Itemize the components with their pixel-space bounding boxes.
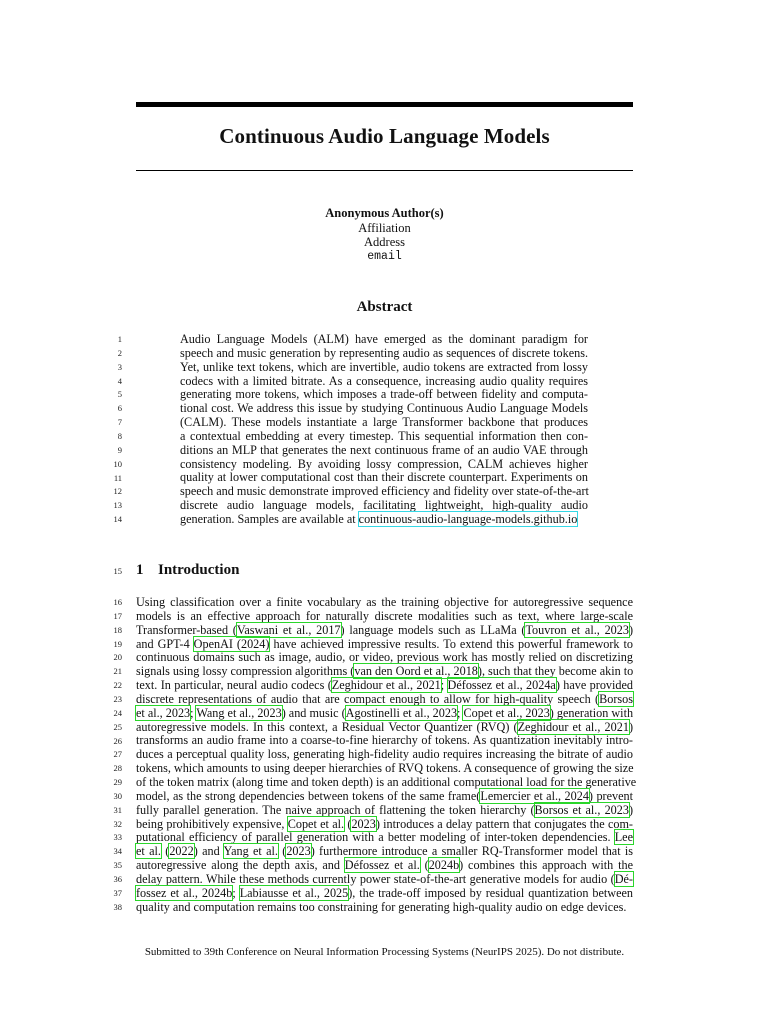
line-number: 33 [113, 832, 122, 843]
intro-line [136, 901, 633, 915]
abstract-line [180, 471, 588, 485]
title-top-rule [136, 102, 633, 107]
citation-link[interactable]: Dé- [614, 871, 633, 886]
citation-link[interactable]: Agostinelli et al., 2023 [345, 705, 458, 720]
intro-text: continuous domains such as image, audio, or video, previous work has mostly relied on discretizing [136, 650, 633, 665]
intro-text: quality and computation remains too constraining for generating high-quality audio on edge devices. [136, 899, 627, 914]
author-address: Address [364, 235, 405, 249]
line-number: 34 [113, 846, 122, 857]
intro-line [136, 774, 637, 790]
abstract-text: codecs with a limited bitrate. As a consequence, increasing audio quality requires [180, 373, 588, 388]
line-number: 8 [117, 430, 122, 441]
section-title: Introduction [158, 562, 240, 578]
intro-text: ) [628, 622, 634, 637]
citation-link[interactable]: Zeghidour et al., 2021 [331, 678, 441, 693]
line-number: 32 [113, 818, 122, 829]
title-bottom-rule [136, 170, 633, 171]
intro-text: signals using lossy compression algorithms ( [136, 664, 355, 679]
line-number: 2 [117, 347, 122, 358]
line-number: 3 [117, 361, 122, 372]
paper-title: Continuous Audio Language Models [219, 124, 550, 148]
intro-text: ; [232, 885, 240, 900]
intro-line [136, 845, 633, 859]
abstract-text: quality at lower computational cost than their discrete counterpart. Experiments on [180, 470, 588, 485]
intro-text: models is an effective approach for naturally discrete modalities such as text, where large-scale [136, 608, 633, 623]
line-number: 6 [117, 403, 122, 414]
line-number: 20 [113, 652, 122, 663]
submission-footer: Submitted to 39th Conference on Neural Information Processing Systems (NeurIPS 2025). Do not distribute. [144, 946, 625, 958]
abstract-line [180, 444, 588, 458]
line-number: 22 [113, 680, 122, 691]
abstract-text: discrete audio language models, facilitating lightweight, high-quality audio [180, 498, 588, 513]
section-number: 1 [136, 562, 144, 578]
line-number: 26 [113, 735, 122, 746]
citation-link[interactable]: 2023 [286, 844, 311, 859]
intro-text: duces a perceptual quality loss, generating high-fidelity audio requires increasing the bitrate of audio [136, 747, 633, 762]
intro-text: ) have provided [555, 678, 634, 693]
line-number: 25 [113, 721, 122, 732]
abstract-line [180, 458, 588, 472]
intro-line [136, 873, 633, 887]
intro-line [136, 804, 633, 818]
citation-link[interactable]: Wang et al., 2023 [196, 705, 282, 720]
abstract-line [180, 513, 588, 527]
citation-link[interactable]: Défossez et al. [344, 858, 420, 873]
intro-text: of the token matrix (along time and token depth) is an additional computational load for the generative [136, 774, 637, 789]
abstract-line [180, 485, 588, 499]
line-number: 16 [113, 597, 122, 607]
citation-link[interactable]: 2024b [428, 858, 460, 873]
line-number: 14 [113, 514, 122, 525]
line-number: 35 [113, 860, 122, 871]
intro-line [136, 693, 633, 707]
intro-text: ) and [193, 844, 224, 859]
abstract-line [180, 430, 588, 444]
abstract-text: ditions an MLP that generates the next continuous frame of an audio VAE through [180, 442, 588, 457]
intro-text: ; [457, 705, 464, 720]
intro-text: ( [160, 844, 170, 859]
intro-text: ), such that they become akin to [477, 664, 634, 679]
line-number: 11 [113, 472, 122, 483]
citation-link[interactable]: Copet et al., 2023 [463, 705, 550, 720]
author-block [136, 206, 633, 264]
line-number: 15 [113, 566, 122, 576]
intro-line [136, 638, 633, 652]
abstract-text: consistency modeling. By avoiding lossy compression, CALM achieves higher [180, 456, 588, 471]
intro-text: ) and music ( [281, 705, 346, 720]
citation-link[interactable]: Défossez et al., 2024a [447, 678, 556, 693]
line-number: 29 [113, 777, 122, 788]
intro-text: and GPT-4 [136, 636, 194, 651]
citation-link[interactable]: et al., 2023 [136, 705, 191, 720]
abstract-line [180, 375, 588, 389]
intro-text: Using classification over a finite vocabulary as the training objective for autoregressive sequence [136, 595, 633, 609]
intro-text: ) generation with [549, 705, 634, 720]
citation-link[interactable]: van den Oord et al., 2018 [354, 664, 478, 679]
intro-text: putational efficiency of parallel generation with a better modeling of inter-token dependencies. [136, 830, 615, 845]
citation-link[interactable]: OpenAI (2024) [193, 636, 270, 651]
intro-text: have achieved impressive results. To extend this powerful framework to [269, 636, 633, 651]
intro-line [136, 624, 633, 638]
section-heading [136, 562, 239, 579]
intro-text: ) furthermore introduce a smaller RQ-Transformer model that is [310, 844, 634, 859]
intro-text: being prohibitively expensive, [136, 816, 288, 831]
intro-text: ) [628, 802, 634, 817]
citation-link[interactable]: Zeghidour et al., 2021 [517, 719, 629, 734]
intro-line [136, 721, 633, 735]
intro-text: ; [440, 678, 448, 693]
line-number: 28 [113, 763, 122, 774]
citation-link[interactable]: Labiausse et al., 2025 [239, 885, 349, 900]
line-number: 4 [117, 375, 122, 386]
intro-line [136, 762, 633, 776]
citation-link[interactable]: Borsos et al., 2023 [534, 802, 629, 817]
line-number: 9 [117, 444, 122, 455]
citation-link[interactable]: Vaswani et al., 2017 [236, 622, 341, 637]
intro-text: ) prevent [588, 788, 633, 803]
intro-line [136, 859, 633, 873]
author-email: email [367, 249, 402, 263]
line-number: 24 [113, 707, 122, 718]
citation-link[interactable]: Borsos [599, 691, 633, 706]
citation-link[interactable]: et al. [136, 844, 161, 859]
line-number: 17 [113, 610, 122, 621]
intro-line [136, 679, 633, 693]
line-number: 12 [113, 486, 122, 497]
author-affiliation: Affiliation [358, 220, 411, 235]
citation-link[interactable]: 2023 [351, 816, 376, 831]
intro-text: ) introduces a delay pattern that conjugates the com- [375, 816, 633, 831]
intro-text: model, as the strong dependencies between tokens of the same frame( [136, 788, 481, 803]
intro-line [136, 748, 633, 762]
intro-text: ) [628, 719, 633, 734]
intro-text: ; [190, 705, 197, 720]
abstract-text: generation. Samples are available at [180, 511, 359, 526]
intro-text: ( [344, 816, 352, 831]
citation-link[interactable]: 2022 [169, 844, 194, 859]
citation-link[interactable]: Copet et al. [287, 816, 345, 831]
abstract-line [180, 499, 588, 513]
intro-line [136, 665, 633, 679]
abstract-text: speech and music generation by representing audio as sequences of discrete tokens. [180, 345, 588, 360]
samples-url-link[interactable]: continuous-audio-language-models.github.io [358, 511, 578, 526]
line-number: 36 [113, 874, 122, 884]
line-number: 30 [113, 790, 122, 801]
intro-line [136, 887, 633, 901]
abstract-text: a contextual embedding at every timestep. This sequential information then con- [180, 428, 588, 443]
abstract-body [180, 333, 588, 527]
intro-line [136, 610, 633, 624]
line-number: 38 [113, 901, 122, 912]
line-number: 37 [113, 887, 122, 898]
abstract-text: generating more tokens, which imposes a trade-off between fidelity and computa- [180, 387, 588, 402]
intro-text: ) language models such as LLaMa ( [340, 622, 526, 637]
intro-text: fully parallel generation. The naive approach of flattening the token hierarchy ( [136, 802, 535, 817]
intro-text: transforms an audio frame into a coarse-to-fine hierarchy of tokens. As quantization inevitably intro- [136, 733, 633, 748]
intro-text: autoregressive along the depth axis, and [136, 858, 345, 873]
intro-text: ) combines this approach with the [459, 858, 633, 873]
introduction-body [136, 595, 637, 914]
intro-text: autoregressive models. In this context, a Residual Vector Quantizer (RVQ) ( [136, 719, 518, 734]
line-number: 18 [113, 624, 122, 635]
abstract-line [180, 347, 588, 361]
citation-link[interactable]: Lee [614, 830, 633, 845]
citation-link[interactable]: Touvron et al., 2023 [525, 622, 629, 637]
line-number: 21 [113, 666, 122, 677]
abstract-heading: Abstract [356, 299, 413, 315]
intro-text: ), the trade-off imposed by residual quantization between [348, 885, 633, 900]
abstract-line [180, 388, 588, 402]
intro-text: Transformer-based ( [136, 622, 237, 637]
intro-text: tokens, which amounts to using deeper hierarchies of RVQ tokens. A consequence of growing the size [136, 761, 634, 776]
citation-link[interactable]: Yang et al. [223, 844, 278, 859]
abstract-line [180, 333, 588, 347]
abstract-text: Yet, unlike text tokens, which are invertible, audio tokens are extracted from lossy [180, 359, 588, 374]
abstract-text: tional cost. We address this issue by studying Continuous Audio Language Models [180, 401, 588, 416]
citation-link[interactable]: fossez et al., 2024b [136, 885, 233, 900]
abstract-line [180, 402, 588, 416]
abstract-line [180, 416, 588, 430]
abstract-text: Audio Language Models (ALM) have emerged as the dominant paradigm for [180, 332, 588, 346]
abstract-line [180, 361, 588, 375]
line-number: 1 [117, 334, 122, 344]
intro-line [136, 790, 633, 804]
citation-link[interactable]: Lemercier et al., 2024 [480, 788, 589, 803]
line-number: 13 [113, 500, 122, 511]
line-number: 10 [113, 458, 122, 469]
line-number: 27 [113, 749, 122, 760]
intro-text: delay pattern. While these methods currently power state-of-the-art generative models for audio ( [136, 871, 615, 886]
line-number: 5 [117, 389, 122, 400]
abstract-text: (CALM). These models instantiate a large Transformer backbone that produces [180, 415, 588, 430]
line-number: 19 [113, 638, 122, 649]
intro-line [136, 734, 633, 748]
line-number: 31 [113, 804, 122, 815]
intro-line [136, 707, 633, 721]
abstract-text: speech and music demonstrate improved efficiency and fidelity over state-of-the-art [180, 484, 589, 499]
line-number: 23 [113, 693, 122, 704]
author-name: Anonymous Author(s) [325, 206, 444, 220]
intro-text: text. In particular, neural audio codecs ( [136, 678, 332, 693]
intro-line [136, 596, 633, 610]
intro-text: ( [419, 858, 429, 873]
line-number: 7 [117, 417, 122, 428]
intro-text: discrete representations of audio that are compact enough to allow for high-quality speech ( [136, 691, 600, 706]
intro-text: ( [277, 844, 287, 859]
